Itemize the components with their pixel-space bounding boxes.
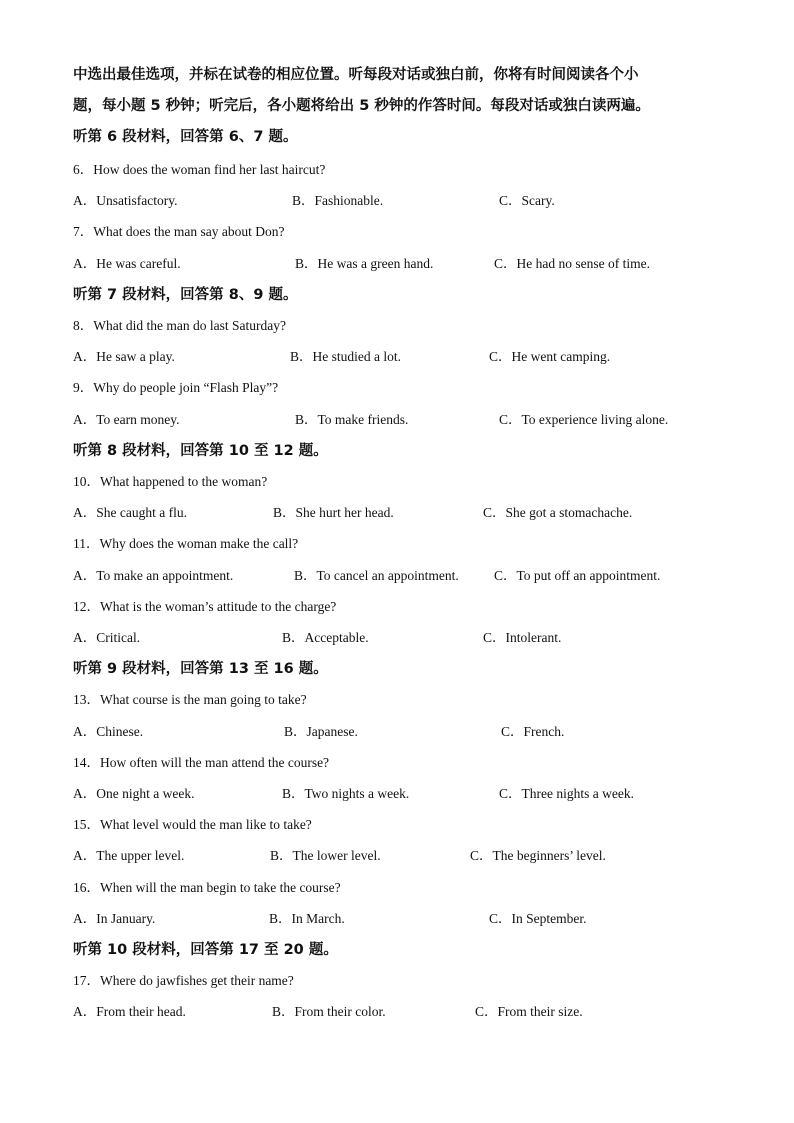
option-c: C．Intolerant.	[483, 630, 562, 645]
option-b: B．Two nights a week.	[282, 786, 410, 801]
option-b: B．He studied a lot.	[290, 349, 401, 364]
option-b: B．In March.	[269, 911, 345, 926]
option-a: A．He was careful.	[73, 256, 181, 271]
question-13: 13．What course is the man going to take?	[73, 692, 307, 707]
option-c: C．To put off an appointment.	[494, 568, 661, 583]
option-c: C．He had no sense of time.	[494, 256, 650, 271]
option-c: C．He went camping.	[489, 349, 611, 364]
section-heading: 听第 9 段材料，回答第 13 至 16 题。	[73, 661, 328, 677]
intro-line-2: 题，每小题 5 秒钟；听完后，各小题将给出 5 秒钟的作答时间。每段对话或独白读两遍。	[73, 98, 650, 114]
option-a: A．Chinese.	[73, 724, 144, 739]
section-heading: 听第 10 段材料，回答第 17 至 20 题。	[73, 942, 338, 958]
question-16: 16．When will the man begin to take the course?	[73, 880, 341, 895]
option-b: B．The lower level.	[270, 848, 381, 863]
option-a: A．He saw a play.	[73, 349, 175, 364]
option-c: C．From their size.	[475, 1004, 583, 1019]
option-b: B．To make friends.	[295, 412, 409, 427]
section-heading: 听第 6 段材料，回答第 6、7 题。	[73, 129, 298, 145]
option-c: C．Three nights a week.	[499, 786, 634, 801]
option-c: C．French.	[501, 724, 565, 739]
option-c: C．The beginners’ level.	[470, 848, 606, 863]
option-b: B．He was a green hand.	[295, 256, 434, 271]
intro-line-1: 中选出最佳选项，并标在试卷的相应位置。听每段对话或独白前，你将有时间阅读各个小	[73, 67, 639, 83]
question-12: 12．What is the woman’s attitude to the charge?	[73, 599, 337, 614]
option-a: A．To make an appointment.	[73, 568, 234, 583]
option-c: C．Scary.	[499, 193, 555, 208]
option-b: B．From their color.	[272, 1004, 386, 1019]
option-a: A．One night a week.	[73, 786, 195, 801]
question-17: 17．Where do jawfishes get their name?	[73, 973, 294, 988]
question-7: 7．What does the man say about Don?	[73, 224, 285, 239]
question-11: 11．Why does the woman make the call?	[73, 536, 299, 551]
option-b: B．Japanese.	[284, 724, 358, 739]
option-a: A．To earn money.	[73, 412, 180, 427]
option-c: C．In September.	[489, 911, 587, 926]
section-heading: 听第 8 段材料，回答第 10 至 12 题。	[73, 443, 328, 459]
section-heading: 听第 7 段材料，回答第 8、9 题。	[73, 287, 298, 303]
question-15: 15．What level would the man like to take?	[73, 817, 312, 832]
question-6: 6．How does the woman find her last haircut?	[73, 162, 326, 177]
question-9: 9．Why do people join “Flash Play”?	[73, 380, 279, 395]
option-c: C．To experience living alone.	[499, 412, 669, 427]
question-10: 10．What happened to the woman?	[73, 474, 268, 489]
option-a: A．From their head.	[73, 1004, 186, 1019]
option-a: A．In January.	[73, 911, 156, 926]
option-b: B．She hurt her head.	[273, 505, 394, 520]
option-a: A．Unsatisfactory.	[73, 193, 178, 208]
option-b: B．To cancel an appointment.	[294, 568, 459, 583]
option-a: A．The upper level.	[73, 848, 185, 863]
question-14: 14．How often will the man attend the course?	[73, 755, 330, 770]
question-8: 8．What did the man do last Saturday?	[73, 318, 286, 333]
option-a: A．Critical.	[73, 630, 141, 645]
option-a: A．She caught a flu.	[73, 505, 187, 520]
option-c: C．She got a stomachache.	[483, 505, 633, 520]
option-b: B．Fashionable.	[292, 193, 384, 208]
option-b: B．Acceptable.	[282, 630, 369, 645]
